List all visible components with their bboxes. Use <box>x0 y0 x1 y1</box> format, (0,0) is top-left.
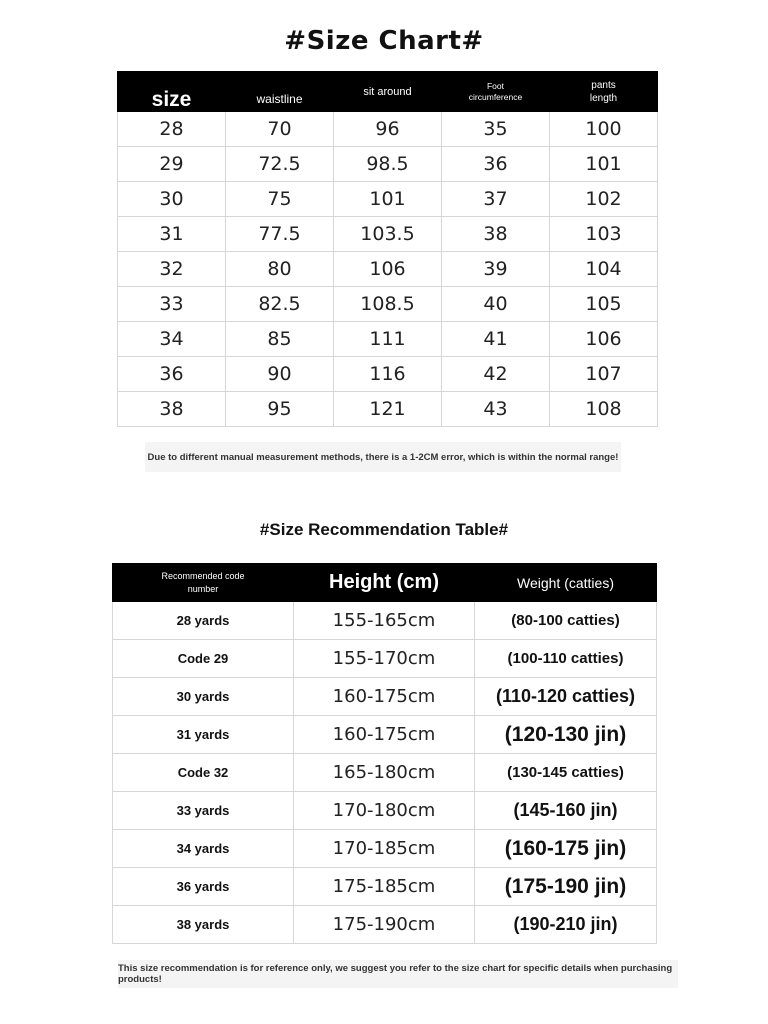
table-row <box>113 640 657 678</box>
table-row <box>118 322 658 357</box>
code-cell: Code 29 <box>113 640 294 678</box>
table-cell: 28 <box>118 112 226 147</box>
table-cell: 80 <box>226 252 334 287</box>
height-cell: 175-185cm <box>294 868 475 906</box>
table-cell: 29 <box>118 147 226 182</box>
code-cell: 34 yards <box>113 830 294 868</box>
header-waistline: waistline <box>226 72 334 112</box>
height-cell: 155-165cm <box>294 602 475 640</box>
weight-cell: (145-160 jin) <box>475 792 657 830</box>
header-pants-length <box>550 72 658 112</box>
header-height: Height (cm) <box>294 564 475 602</box>
table-cell: 108 <box>550 392 658 427</box>
table-cell: 32 <box>118 252 226 287</box>
table-cell: 90 <box>226 357 334 392</box>
code-cell: Code 32 <box>113 754 294 792</box>
weight-cell: (190-210 jin) <box>475 906 657 944</box>
code-cell: 38 yards <box>113 906 294 944</box>
height-cell: 160-175cm <box>294 716 475 754</box>
table-cell: 42 <box>442 357 550 392</box>
code-cell: 36 yards <box>113 868 294 906</box>
table-cell: 37 <box>442 182 550 217</box>
header-sit-around: sit around <box>334 72 442 112</box>
code-cell: 30 yards <box>113 678 294 716</box>
recommendation-title: #Size Recommendation Table# <box>259 520 509 539</box>
table-cell: 101 <box>334 182 442 217</box>
header-pants-line1: pants <box>591 79 616 91</box>
table-cell: 96 <box>334 112 442 147</box>
code-cell: 31 yards <box>113 716 294 754</box>
height-cell: 160-175cm <box>294 678 475 716</box>
recommendation-header-row <box>113 564 657 602</box>
header-code-line2: number <box>187 583 219 594</box>
weight-cell: (120-130 jin) <box>475 716 657 754</box>
header-weight: Weight (catties) <box>475 564 657 602</box>
height-cell: 175-190cm <box>294 906 475 944</box>
table-cell: 98.5 <box>334 147 442 182</box>
table-cell: 106 <box>550 322 658 357</box>
table-cell: 121 <box>334 392 442 427</box>
size-chart-title: #Size Chart# <box>284 26 484 56</box>
table-row <box>118 112 658 147</box>
table-cell: 103.5 <box>334 217 442 252</box>
table-cell: 38 <box>118 392 226 427</box>
table-cell: 106 <box>334 252 442 287</box>
weight-cell: (130-145 catties) <box>475 754 657 792</box>
header-code-line1: Recommended code <box>161 570 245 581</box>
height-cell: 155-170cm <box>294 640 475 678</box>
size-chart-note: Due to different manual measurement methods, there is a 1-2CM error, which is within the normal range! <box>145 442 621 472</box>
header-pants-line2: length <box>589 92 618 104</box>
table-cell: 35 <box>442 112 550 147</box>
code-cell: 33 yards <box>113 792 294 830</box>
header-foot-line2: circumference <box>468 91 523 102</box>
header-recommended-code <box>113 564 294 602</box>
table-row <box>113 868 657 906</box>
weight-cell: (175-190 jin) <box>475 868 657 906</box>
size-chart-table <box>117 71 658 427</box>
table-row <box>113 678 657 716</box>
table-cell: 95 <box>226 392 334 427</box>
table-cell: 108.5 <box>334 287 442 322</box>
table-cell: 111 <box>334 322 442 357</box>
table-cell: 116 <box>334 357 442 392</box>
recommendation-table <box>112 563 657 944</box>
height-cell: 165-180cm <box>294 754 475 792</box>
height-cell: 170-180cm <box>294 792 475 830</box>
table-cell: 105 <box>550 287 658 322</box>
table-cell: 41 <box>442 322 550 357</box>
table-cell: 38 <box>442 217 550 252</box>
recommendation-note: This size recommendation is for reference only, we suggest you refer to the size chart for specific details when purchasing products! <box>118 960 678 988</box>
table-cell: 72.5 <box>226 147 334 182</box>
table-cell: 104 <box>550 252 658 287</box>
table-cell: 36 <box>442 147 550 182</box>
table-row <box>118 217 658 252</box>
table-row <box>113 906 657 944</box>
table-row <box>113 602 657 640</box>
header-size: size <box>118 72 226 112</box>
weight-cell: (160-175 jin) <box>475 830 657 868</box>
table-cell: 39 <box>442 252 550 287</box>
table-cell: 107 <box>550 357 658 392</box>
table-row <box>118 357 658 392</box>
table-row <box>113 716 657 754</box>
table-row <box>118 147 658 182</box>
table-cell: 31 <box>118 217 226 252</box>
table-cell: 34 <box>118 322 226 357</box>
table-row <box>113 792 657 830</box>
weight-cell: (100-110 catties) <box>475 640 657 678</box>
table-cell: 33 <box>118 287 226 322</box>
table-cell: 43 <box>442 392 550 427</box>
table-cell: 70 <box>226 112 334 147</box>
table-row <box>118 287 658 322</box>
table-cell: 40 <box>442 287 550 322</box>
table-cell: 36 <box>118 357 226 392</box>
table-row <box>113 830 657 868</box>
table-cell: 85 <box>226 322 334 357</box>
table-cell: 30 <box>118 182 226 217</box>
table-row <box>118 182 658 217</box>
table-cell: 82.5 <box>226 287 334 322</box>
table-row <box>118 252 658 287</box>
table-cell: 103 <box>550 217 658 252</box>
header-foot-circumference <box>442 72 550 112</box>
table-cell: 100 <box>550 112 658 147</box>
table-cell: 75 <box>226 182 334 217</box>
code-cell: 28 yards <box>113 602 294 640</box>
height-cell: 170-185cm <box>294 830 475 868</box>
header-foot-line1: Foot <box>486 80 504 91</box>
table-cell: 102 <box>550 182 658 217</box>
size-chart-header-row <box>118 72 658 112</box>
weight-cell: (110-120 catties) <box>475 678 657 716</box>
table-row <box>118 392 658 427</box>
weight-cell: (80-100 catties) <box>475 602 657 640</box>
table-cell: 101 <box>550 147 658 182</box>
table-cell: 77.5 <box>226 217 334 252</box>
table-row <box>113 754 657 792</box>
